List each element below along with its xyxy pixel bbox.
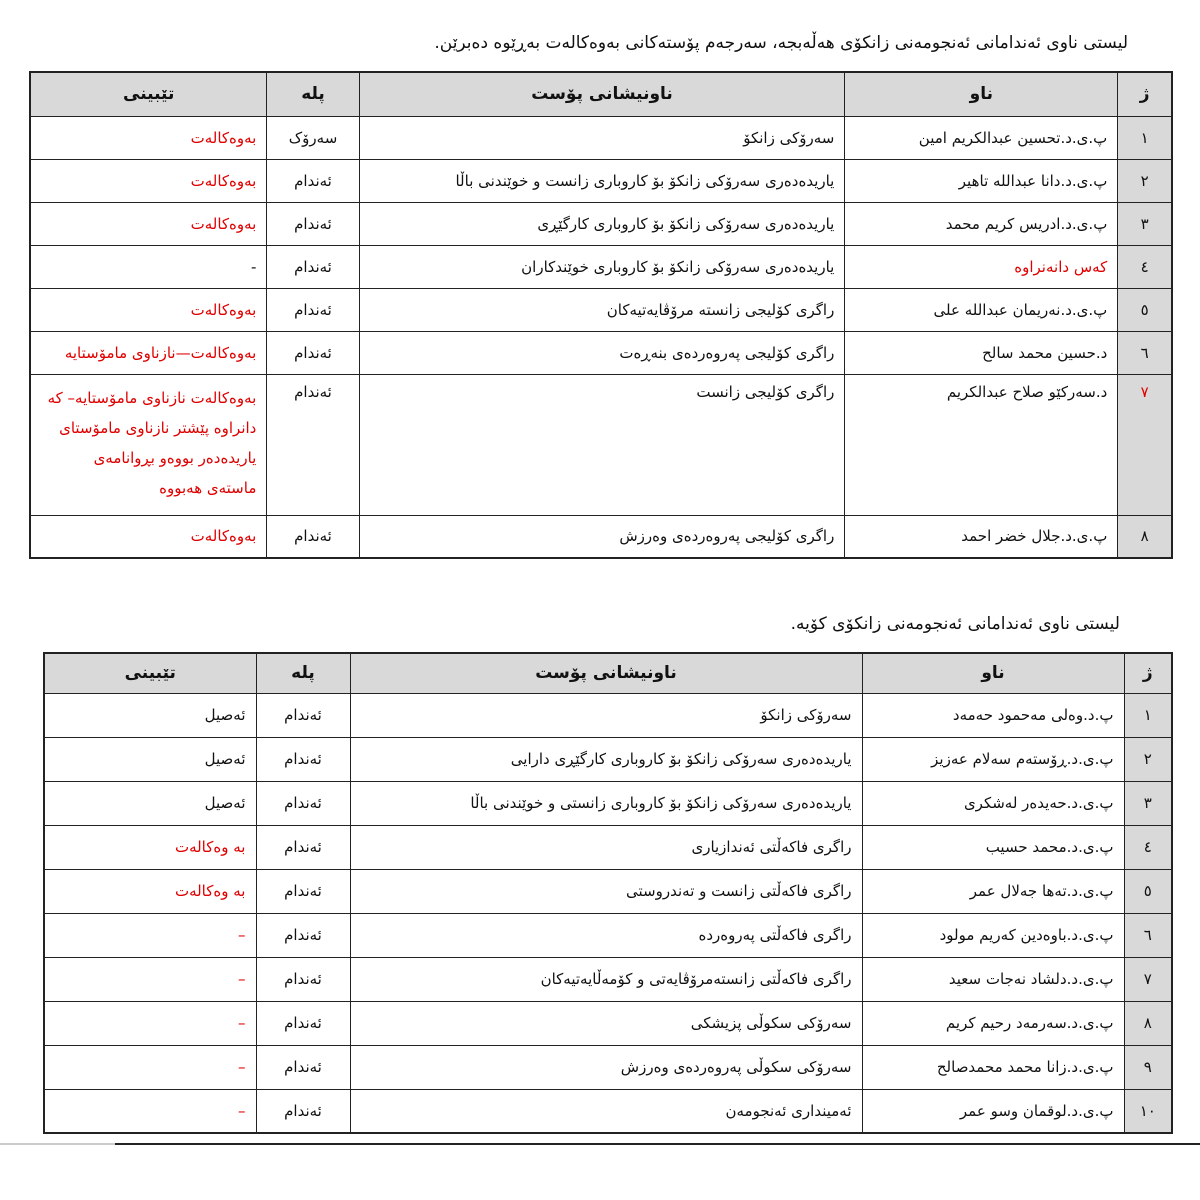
position-title: سەرۆکی سکوڵی پزیشکی — [350, 1001, 862, 1045]
position-title: سەرۆکی زانکۆ — [350, 693, 862, 737]
table-row — [44, 1089, 1172, 1133]
row-number: ٦ — [1124, 913, 1172, 957]
position-title: راگری کۆلیجی پەروەردەی وەرزش — [359, 515, 845, 558]
position-title: یاریدەدەری سەرۆکی زانکۆ بۆ کاروباری زانست و خوێندنی باڵا — [359, 159, 845, 202]
member-rank: ئەندام — [267, 331, 359, 374]
table-row — [44, 1045, 1172, 1089]
table-row — [44, 737, 1172, 781]
row-number: ٢ — [1118, 159, 1172, 202]
member-rank: ئەندام — [256, 1001, 350, 1045]
member-name: پ.ی.د.ڕۆستەم سەلام عەزیز — [862, 737, 1124, 781]
header-rank: پلە — [256, 653, 350, 693]
page-rule — [115, 1143, 1200, 1145]
position-title: یاریدەدەری سەرۆکی زانکۆ بۆ کاروباری زانستی و خوێندنی باڵا — [350, 781, 862, 825]
member-name: د.سەرکێو صلاح عبدالکریم — [845, 374, 1118, 515]
note-cell: – — [44, 913, 256, 957]
table-row — [30, 374, 1172, 515]
table-row — [44, 1001, 1172, 1045]
row-number: ٨ — [1118, 515, 1172, 558]
note-cell: ئەصیل — [44, 737, 256, 781]
header-position: ناونیشانی پۆست — [350, 653, 862, 693]
member-name: پ.ی.د.دانا عبدالله تاهیر — [845, 159, 1118, 202]
member-rank: ئەندام — [256, 825, 350, 869]
table2-caption: لیستی ناوی ئەندامانی ئەنجومەنی زانکۆی کۆیە. — [790, 614, 1120, 634]
header-rank: پلە — [267, 72, 359, 116]
table-row — [44, 957, 1172, 1001]
position-title: راگری کۆلیجی زانستە مرۆڤایەتیەکان — [359, 288, 845, 331]
member-rank: ئەندام — [256, 913, 350, 957]
member-name: پ.ی.د.زانا محمد محمدصالح — [862, 1045, 1124, 1089]
member-name: پ.ی.د.سەرمەد رحیم کریم — [862, 1001, 1124, 1045]
member-name: پ.ی.د.باوەدین کەریم مولود — [862, 913, 1124, 957]
row-number: ٢ — [1124, 737, 1172, 781]
note-cell: بە وەکالەت — [44, 869, 256, 913]
table-row — [30, 116, 1172, 159]
member-name: پ.ی.د.دلشاد نەجات سعید — [862, 957, 1124, 1001]
row-number: ٩ — [1124, 1045, 1172, 1089]
member-rank: ئەندام — [256, 737, 350, 781]
member-rank: ئەندام — [267, 245, 359, 288]
member-rank: ئەندام — [267, 374, 359, 515]
row-number: ٤ — [1124, 825, 1172, 869]
row-number: ٧ — [1124, 957, 1172, 1001]
halabja-council-table — [29, 71, 1173, 559]
row-number: ٣ — [1118, 202, 1172, 245]
position-title: راگری فاکەڵتی ئەندازیاری — [350, 825, 862, 869]
note-cell: – — [44, 1001, 256, 1045]
member-name: پ.د.وەلی مەحمود حەمەد — [862, 693, 1124, 737]
header-name: ناو — [862, 653, 1124, 693]
header-position: ناونیشانی پۆست — [359, 72, 845, 116]
row-number: ٦ — [1118, 331, 1172, 374]
position-title: یاریدەدەری سەرۆکی زانکۆ بۆ کاروباری کارگێڕی — [359, 202, 845, 245]
header-no: ژ — [1124, 653, 1172, 693]
note-cell: بەوەکالەت — [30, 159, 267, 202]
koya-council-table — [43, 652, 1173, 1134]
note-cell: بەوەکالەت — [30, 202, 267, 245]
member-rank: ئەندام — [267, 515, 359, 558]
row-number: ٧ — [1118, 374, 1172, 515]
row-number: ٥ — [1118, 288, 1172, 331]
position-title: سەرۆکی سکوڵی پەروەردەی وەرزش — [350, 1045, 862, 1089]
position-title: راگری فاکەڵتی پەروەردە — [350, 913, 862, 957]
table1-caption: لیستی ناوی ئەندامانی ئەنجومەنی زانکۆی هەڵەبجە، سەرجەم پۆستەکانی بەوەکالەت بەڕێوە دەبرێن. — [434, 33, 1128, 53]
header-note: تێبینی — [44, 653, 256, 693]
member-name: پ.ی.د.تحسین عبدالکریم امین — [845, 116, 1118, 159]
table-row — [44, 913, 1172, 957]
position-title: راگری کۆلیجی پەروەردەی بنەڕەت — [359, 331, 845, 374]
table-header-row — [44, 653, 1172, 693]
member-name: کەس دانەنراوە — [845, 245, 1118, 288]
position-title: یاریدەدەری سەرۆکی زانکۆ بۆ کاروباری کارگێڕی دارایی — [350, 737, 862, 781]
table-row — [44, 693, 1172, 737]
member-name: پ.ی.د.نەریمان عبدالله علی — [845, 288, 1118, 331]
row-number: ٣ — [1124, 781, 1172, 825]
table-row — [30, 159, 1172, 202]
note-cell: – — [44, 1089, 256, 1133]
table-header-row — [30, 72, 1172, 116]
note-cell: – — [44, 957, 256, 1001]
header-no: ژ — [1118, 72, 1172, 116]
member-name: پ.ی.د.تەها جەلال عمر — [862, 869, 1124, 913]
table-row — [44, 825, 1172, 869]
member-rank: ئەندام — [267, 202, 359, 245]
page-rule-light — [0, 1143, 115, 1145]
member-rank: ئەندام — [256, 869, 350, 913]
row-number: ١ — [1124, 693, 1172, 737]
note-cell: بەوەکالەت—نازناوی مامۆستایە — [30, 331, 267, 374]
row-number: ٥ — [1124, 869, 1172, 913]
table-row — [44, 781, 1172, 825]
position-title: ئەمینداری ئەنجومەن — [350, 1089, 862, 1133]
table-row — [44, 869, 1172, 913]
row-number: ١ — [1118, 116, 1172, 159]
header-name: ناو — [845, 72, 1118, 116]
member-rank: ئەندام — [256, 1089, 350, 1133]
note-cell: بەوەکالەت — [30, 515, 267, 558]
note-cell: بەوەکالەت نازناوی مامۆستایە– کە دانراوە پێشتر نازناوی مامۆستای یاریدەدەر بووەو بڕوانامەی ماستەی هەبووە — [30, 374, 267, 515]
member-name: پ.ی.د.لوقمان وسو عمر — [862, 1089, 1124, 1133]
member-rank: ئەندام — [267, 288, 359, 331]
member-rank: سەرۆک — [267, 116, 359, 159]
member-rank: ئەندام — [256, 1045, 350, 1089]
note-cell: بە وەکالەت — [44, 825, 256, 869]
table-row — [30, 202, 1172, 245]
member-rank: ئەندام — [256, 957, 350, 1001]
note-cell: – — [44, 1045, 256, 1089]
table-row — [30, 515, 1172, 558]
row-number: ٨ — [1124, 1001, 1172, 1045]
position-title: یاریدەدەری سەرۆکی زانکۆ بۆ کاروباری خوێندکاران — [359, 245, 845, 288]
member-name: پ.ی.د.حەیدەر لەشکری — [862, 781, 1124, 825]
member-rank: ئەندام — [256, 693, 350, 737]
note-cell: بەوەکالەت — [30, 288, 267, 331]
table-row — [30, 288, 1172, 331]
position-title: راگری کۆلیجی زانست — [359, 374, 845, 515]
note-cell: ئەصیل — [44, 781, 256, 825]
row-number: ١٠ — [1124, 1089, 1172, 1133]
note-cell: - — [30, 245, 267, 288]
note-cell: بەوەکالەت — [30, 116, 267, 159]
member-name: پ.ی.د.ادریس کریم محمد — [845, 202, 1118, 245]
note-cell: ئەصیل — [44, 693, 256, 737]
member-name: پ.ی.د.جلال خضر احمد — [845, 515, 1118, 558]
table-row — [30, 331, 1172, 374]
position-title: راگری فاکەڵتی زانست و تەندروستی — [350, 869, 862, 913]
header-note: تێبینی — [30, 72, 267, 116]
position-title: راگری فاکەڵتی زانستەمرۆڤایەتی و کۆمەڵایەتیەکان — [350, 957, 862, 1001]
position-title: سەرۆکی زانکۆ — [359, 116, 845, 159]
member-rank: ئەندام — [256, 781, 350, 825]
member-name: پ.ی.د.محمد حسیب — [862, 825, 1124, 869]
member-name: د.حسین محمد سالح — [845, 331, 1118, 374]
table-row — [30, 245, 1172, 288]
row-number: ٤ — [1118, 245, 1172, 288]
member-rank: ئەندام — [267, 159, 359, 202]
